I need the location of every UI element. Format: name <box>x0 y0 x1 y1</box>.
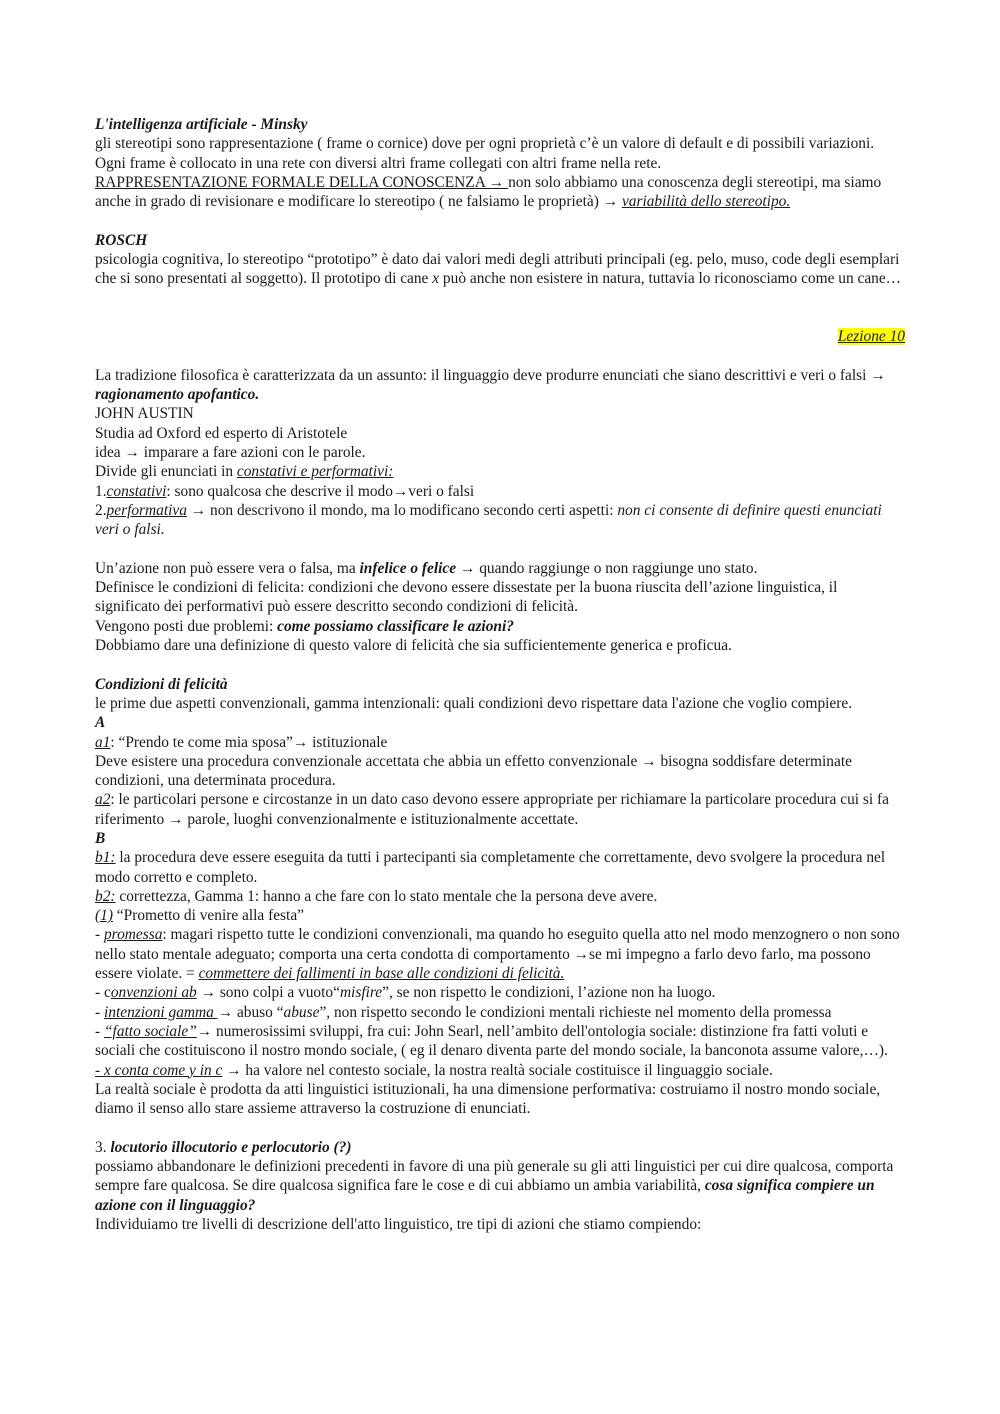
item-a2: a2: le particolari persone e circostanze in un dato caso devono essere appropriate per richiamare la particolare procedura cui si fa riferimento → parole, luoghi convenzionalmente e istituzionalmente accettate. <box>95 791 889 828</box>
paragraph-livelli: Individuiamo tre livelli di descrizione dell'atto linguistico, tre tipi di azioni che stiamo compiendo: <box>95 1215 702 1233</box>
paragraph-stereotipi: gli stereotipi sono rappresentazione ( frame o cornice) dove per ogni proprietà c’è un valore di default e di possibili variazioni. Ogni frame è collocato in una rete con diversi altri frame collegati con altri frame nella rete. <box>95 135 875 172</box>
item-example-1: (1) “Prometto di venire alla festa” <box>95 907 304 925</box>
section-title-minsky: L'intelligenza artificiale - Minsky <box>95 116 308 133</box>
paragraph-abbandonare: possiamo abbandonare le definizioni precedenti in favore di una più generale su gli atti linguistici per cui dire qualcosa, comporta sempre fare qualcosa. Se dire qualcosa significa fare le cose e di cui abbiamo un ambia variabilità, cosa significa compiere un azione con il linguaggio? <box>95 1158 894 1214</box>
label-b: B <box>95 829 106 847</box>
heading-john-austin: JOHN AUSTIN <box>95 405 194 423</box>
line-oxford: Studia ad Oxford ed esperto di Aristotele <box>95 424 348 442</box>
section-title-locutorio: 3. locutorio illocutorio e perlocutorio (?) <box>95 1138 352 1156</box>
section-title-rosch: ROSCH <box>95 231 148 249</box>
paragraph-definizione: Dobbiamo dare una definizione di questo valore di felicità che sia sufficientemente generica e proficua. <box>95 637 732 655</box>
line-idea: idea → imparare a fare azioni con le parole. <box>95 444 366 462</box>
paragraph-realta: La realtà sociale è prodotta da atti linguistici istituzionali, ha una dimensione performativa: costruiamo il nostro mondo sociale, diamo il senso allo stare assieme attraverso la costruzione di enunciati. <box>95 1080 881 1118</box>
item-constativi: 1.constativi: sono qualcosa che descrive il modo→veri o falsi <box>95 482 475 500</box>
paragraph-procedura: Deve esistere una procedura convenzionale accettata che abbia un effetto convenzionale → bisogna soddisfare determinate condizioni, una determinata procedura. <box>95 752 852 790</box>
item-convenzioni: - convenzioni ab → sono colpi a vuoto“misfire”, se non rispetto le condizioni, l’azione non ha luogo. <box>95 984 716 1002</box>
item-b1: b1: la procedura deve essere eseguita da tutti i partecipanti sia completamente che correttamente, devo svolgere la procedura nel modo corretto e completo. <box>95 849 886 886</box>
paragraph-aspetti: le prime due aspetti convenzionali, gamma intenzionali: quali condizioni devo rispettare data l'azione che voglio compiere. <box>95 694 853 712</box>
paragraph-prototipo: psicologia cognitiva, lo stereotipo “prototipo” è dato dai valori medi degli attributi principali (eg. pelo, muso, code degli esemplari che si sono presentati al soggetto). Il prototipo di cane x può anche non esistere in natura, tuttavia lo riconosciamo come un cane… <box>95 251 902 288</box>
item-intenzioni: - intenzioni gamma → abuso “abuse”, non rispetto secondo le condizioni mentali richieste nel momento della promessa <box>95 1003 832 1021</box>
line-divide: Divide gli enunciati in constativi e performativi: <box>95 463 394 481</box>
paragraph-azione: Un’azione non può essere vera o falsa, ma infelice o felice → quando raggiunge o non raggiunge uno stato. <box>95 559 758 577</box>
paragraph-tradizione: La tradizione filosofica è caratterizzata da un assunto: il linguaggio deve produrre enunciati che siano descrittivi e veri o falsi → ragionamento apofantico. <box>95 366 886 404</box>
paragraph-rappresentazione: RAPPRESENTAZIONE FORMALE DELLA CONOSCENZA → non solo abbiamo una conoscenza degli stereotipi, ma siamo anche in grado di revisionare e modificare lo stereotipo ( ne falsiamo le proprietà) → variabilità dello stereotipo. <box>95 173 882 211</box>
lesson-label: Lezione 10 <box>837 328 905 346</box>
section-title-felicita: Condizioni di felicità <box>95 675 228 693</box>
label-a: A <box>95 714 106 732</box>
item-fatto-sociale: - “fatto sociale”→ numerosissimi sviluppi, fra cui: John Searl, nell’ambito dell'ontologia sociale: distinzione fra fatti voluti e sociali che costituiscono il nostro mondo sociale, ( eg il denaro diventa parte del mondo sociale, la banconota assume valore,…). <box>95 1022 888 1060</box>
item-x-conta: - x conta come y in c → ha valore nel contesto sociale, la nostra realtà sociale costituisce il linguaggio sociale. <box>95 1061 773 1079</box>
item-a1: a1: “Prendo te come mia sposa”→ istituzionale <box>95 733 388 751</box>
item-performativa: 2.performativa → non descrivono il mondo, ma lo modificano secondo certi aspetti: non ci consente di definire questi enunciati veri o falsi. <box>95 501 882 539</box>
paragraph-condizioni: Definisce le condizioni di felicita: condizioni che devono essere dissestate per la buona riuscita dell’azione linguistica, il significato dei performativi può essere descritto secondo condizioni di felicità. <box>95 579 838 616</box>
paragraph-problemi: Vengono posti due problemi: come possiamo classificare le azioni? <box>95 617 514 635</box>
item-b2: b2: correttezza, Gamma 1: hanno a che fare con lo stato mentale che la persona deve avere. <box>95 887 658 905</box>
item-promessa: - promessa: magari rispetto tutte le condizioni convenzionali, ma quando ho eseguito quella atto nel modo menzognero o non sono nello stato mentale adeguato; comporta una certa condotta di comportamento →se mi impegno a farlo devo farlo, ma possono essere violate. = commettere dei fallimenti in base alle condizioni di felicità. <box>95 926 900 983</box>
